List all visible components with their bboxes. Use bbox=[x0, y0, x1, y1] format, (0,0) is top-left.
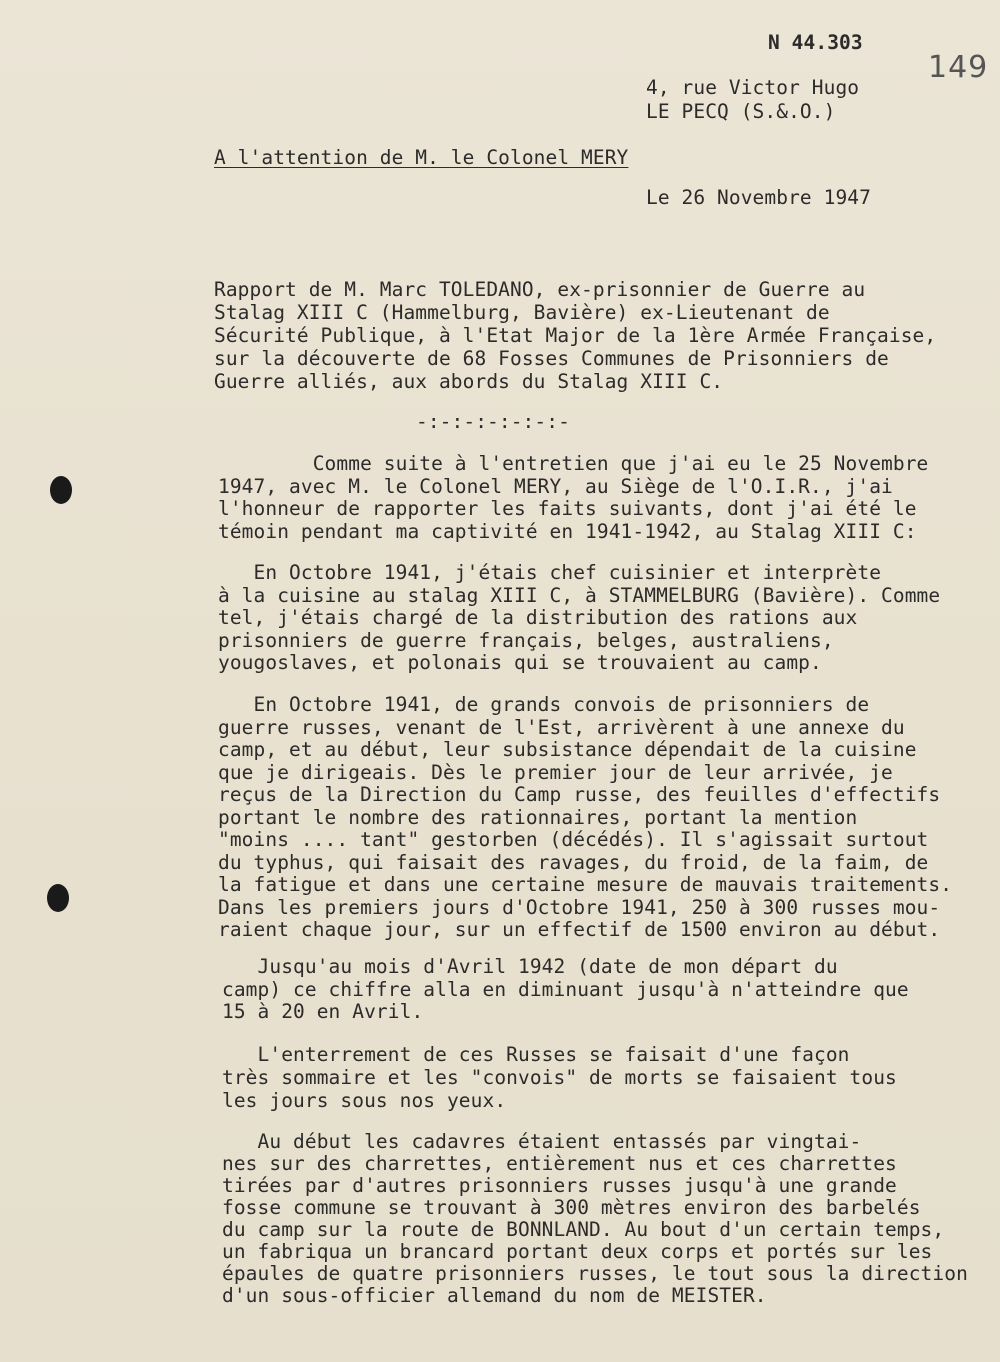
paragraph: En Octobre 1941, de grands convois de prisonniers de guerre russes, venant de l'Est, arrivèrent à une annexe du camp, et au début, leur subsistance dépendait de la cuisine que je dirigeais. Dès le premier jour de leur arrivée, je reçus de la Direction du Camp russe, des feuilles d'effectifs portant le nombre des rationnaires, portant la mention "moins .... tant" gestorben (décédés). Il s'agissait surtout du typhus, qui faisait des ravages, du froid, de la faim, de la fatigue et dans une certaine mesure de mauvais traitements. Dans les premiers jours d'Octobre 1941, 250 à 300 russes mou- raient chaque jour, sur un effectif de 1500 environ au début. bbox=[218, 693, 953, 941]
paragraph: Au début les cadavres étaient entassés par vingtai- nes sur des charrettes, entièrement nus et ces charrettes tirées par d'autres prisonniers russes jusqu'à une grande fosse commune se trouvant à 300 mètres environ des barbelés du camp sur la route de BONNLAND. Au bout d'un certain temps, un fabriqua un brancard portant deux corps et portés sur les épaules de quatre prisonniers russes, le tout sous la direction d'un sous-officier allemand du nom de MEISTER. bbox=[222, 1130, 968, 1307]
letter-date: Le 26 Novembre 1947 bbox=[646, 186, 871, 209]
paragraph: Jusqu'au mois d'Avril 1942 (date de mon départ du camp) ce chiffre alla en diminuant jusqu'à n'atteindre que 15 à 20 en Avril. bbox=[222, 955, 909, 1023]
punch-hole bbox=[47, 884, 69, 912]
punch-hole bbox=[50, 476, 72, 504]
attention-line: A l'attention de M. le Colonel MERY bbox=[214, 146, 629, 169]
paragraph: En Octobre 1941, j'étais chef cuisinier et interprète à la cuisine au stalag XIII C, à STAMMELBURG (Bavière). Comme tel, j'étais chargé de la distribution des rations aux prisonniers de guerre français, belges, australiens, yougoslaves, et polonais qui se trouvaient au camp. bbox=[218, 561, 941, 674]
separator: -:-:-:-:-:-:- bbox=[416, 410, 570, 433]
address-line-1: 4, rue Victor Hugo bbox=[646, 76, 860, 99]
reference-number: N 44.303 bbox=[768, 31, 863, 54]
report-subject: Rapport de M. Marc TOLEDANO, ex-prisonnier de Guerre au Stalag XIII C (Hammelburg, Bavière) ex-Lieutenant de Sécurité Publique, à l'Etat Major de la 1ère Armée Française, sur la découverte de 68 Fosses Communes de Prisonniers de Guerre alliés, aux abords du Stalag XIII C. bbox=[214, 278, 937, 393]
folio-number: 149 bbox=[928, 50, 989, 85]
paragraph: L'enterrement de ces Russes se faisait d'une façon très sommaire et les "convois" de morts se faisaient tous les jours sous nos yeux. bbox=[222, 1043, 897, 1112]
paragraph: Comme suite à l'entretien que j'ai eu le 25 Novembre 1947, avec M. le Colonel MERY, au Siège de l'O.I.R., j'ai l'honneur de rapporter les faits suivants, dont j'ai été le témoin pendant ma captivité en 1941-1942, au Stalag XIII C: bbox=[218, 452, 929, 543]
address-line-2: LE PECQ (S.&.O.) bbox=[646, 100, 836, 123]
